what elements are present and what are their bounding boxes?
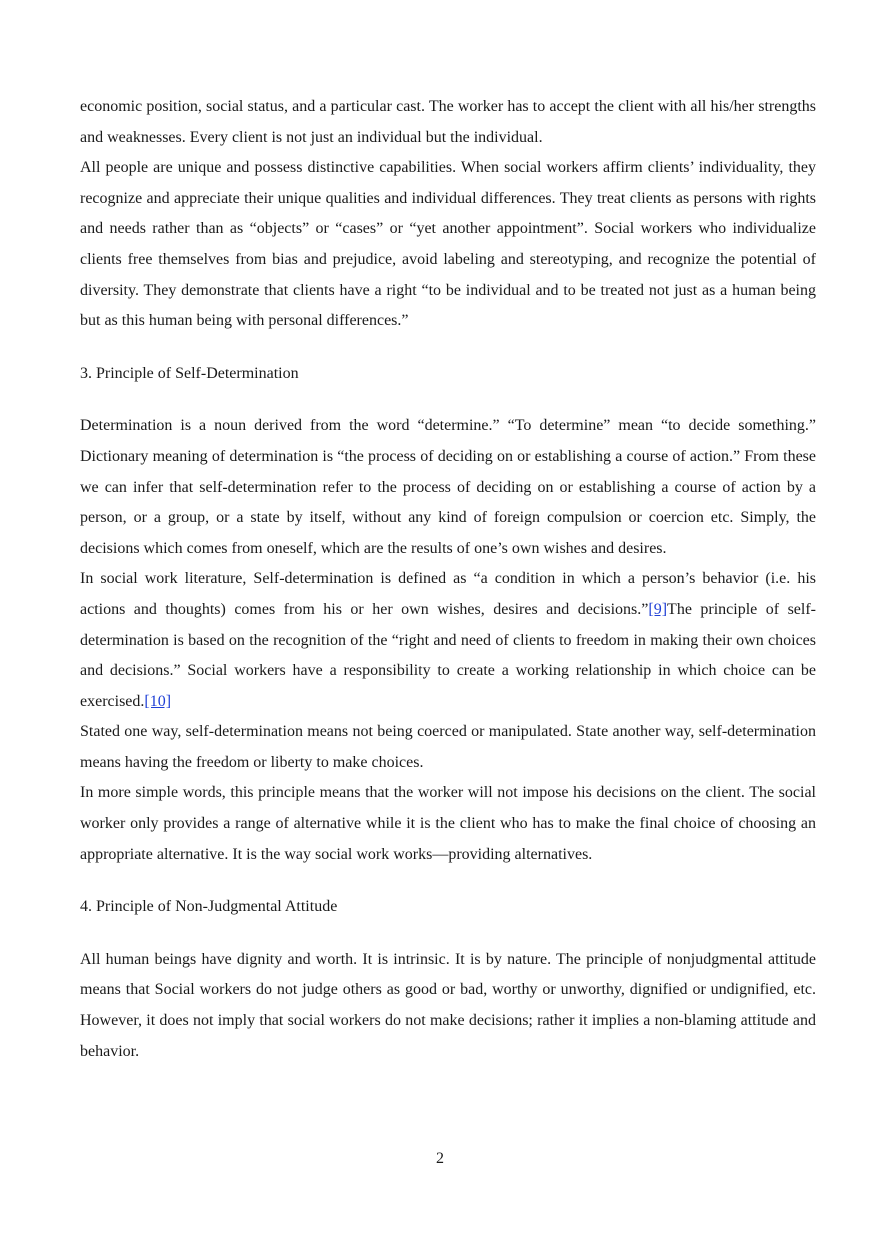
paragraph-individualization: All people are unique and possess distinctive capabilities. When social workers affirm clients’ individuality, they recognize and appreciate their unique qualities and individual differences. They treat clients as persons with rights and needs rather than as “objects” or “cases” or “yet another appointment”. Social workers who individualize clients free themselves from bias and prejudice, avoid labeling and stereotyping, and recognize the potential of diversity. They demonstrate that clients have a right “to be individual and to be treated not just as a human being but as this human being with personal differences.” <box>80 159 816 330</box>
paragraph-acceptance-end: economic position, social status, and a particular cast. The worker has to accept the client with all his/her strengths and weaknesses. Every client is not just an individual but the individual. <box>80 98 816 146</box>
page-number: 2 <box>436 1150 444 1167</box>
paragraph-non-judgmental: All human beings have dignity and worth. It is intrinsic. It is by nature. The principle of nonjudgmental attitude means that Social workers do not judge others as good or bad, worthy or unworthy, dignified or undignified, etc. However, it does not imply that social workers do not make decisions; rather it implies a non-blaming attitude and behavior. <box>80 950 816 1060</box>
heading-non-judgmental-attitude: 4. Principle of Non-Judgmental Attitude <box>80 898 338 916</box>
footnote-link-10[interactable]: [10] <box>144 692 172 710</box>
paragraph-determination-definition: Determination is a noun derived from the word “determine.” “To determine” mean “to decide something.” Dictionary meaning of determination is “the process of deciding on or establishing a course of action.” From these we can infer that self-determination refer to the process of deciding on or establishing a course of action by a person, or a group, or a state by itself, without any kind of foreign compulsion or coercion etc. Simply, the decisions which comes from oneself, which are the results of one’s own wishes and desires. <box>80 417 816 557</box>
paragraph-self-determination-meaning: Stated one way, self-determination means not being coerced or manipulated. State another way, self-determination means having the freedom or liberty to make choices. <box>80 723 816 771</box>
paragraph-self-determination-simple: In more simple words, this principle means that the worker will not impose his decisions on the client. The social worker only provides a range of alternative while it is the client who has to make the final choice of choosing an appropriate alternative. It is the way social work works—providing alternatives. <box>80 784 816 863</box>
footnote-link-9[interactable]: [9] <box>648 600 668 618</box>
paragraph-self-determination-literature <box>80 564 816 717</box>
paragraph-text-part: The principle of self-determination is based on the recognition of the “right and need of clients to freedom in making their own choices and decisions.” Social workers have a responsibility to create a working relationship in which choice can be exercised. <box>80 600 817 710</box>
document-body <box>80 92 816 1067</box>
paragraph-text-part: In social work literature, Self-determination is defined as “a condition in which a person’s behavior (i.e. his actions and thoughts) comes from his or her own wishes, desires and decisions.” <box>80 570 816 618</box>
heading-self-determination: 3. Principle of Self-Determination <box>80 364 299 382</box>
